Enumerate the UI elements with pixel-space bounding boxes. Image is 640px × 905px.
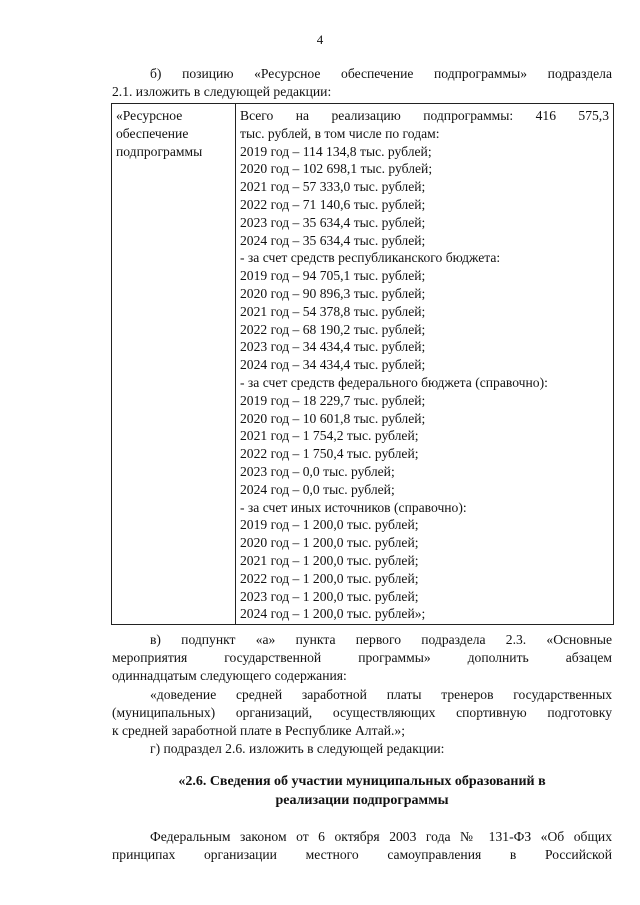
value-line: 2023 год – 0,0 тыс. рублей; [240,463,395,479]
table-row [112,104,614,625]
value-line: 2022 год – 1 750,4 тыс. рублей; [240,446,419,462]
label-line: подпрограммы [116,143,203,159]
intro-line-2: 2.1. изложить в следующей редакции: [112,84,332,99]
value-line: 2019 год – 94 705,1 тыс. рублей; [240,268,426,284]
label-line: обеспечение [116,125,189,141]
value-line: - за счет средств республиканского бюджета: [240,250,501,266]
value-line: 2022 год – 68 190,2 тыс. рублей; [240,321,426,337]
quote-line-2: (муниципальных) организаций, осуществляющих спортивную подготовку [112,705,612,720]
value-line: 2020 год – 1 200,0 тыс. рублей; [240,535,419,551]
section-heading-line-2: реализации подпрограммы [275,793,449,808]
value-line: 2021 год – 54 378,8 тыс. рублей; [240,303,426,319]
value-line: 2021 год – 57 333,0 тыс. рублей; [240,179,426,195]
item-v-line-2: мероприятия государственной программы» дополнить абзацем [112,650,612,665]
final-paragraph-line-2: принципах организации местного самоуправления в Российской [112,847,612,862]
intro-line-1: б) позицию «Ресурсное обеспечение подпрограммы» подраздела [150,66,612,81]
section-heading-line-1: «2.6. Сведения об участии муниципальных образований в [178,774,546,789]
item-g-line: г) подраздел 2.6. изложить в следующей редакции: [150,741,445,756]
value-line: Всего на реализацию подпрограммы: 416 575,3 [240,108,609,123]
value-line: 2021 год – 1 200,0 тыс. рублей; [240,552,419,568]
value-line: 2020 год – 90 896,3 тыс. рублей; [240,285,426,301]
value-line: - за счет иных источников (справочно): [240,499,467,515]
value-line: 2024 год – 0,0 тыс. рублей; [240,481,395,497]
label-line: «Ресурсное [116,108,183,123]
value-line: 2023 год – 35 634,4 тыс. рублей; [240,214,426,230]
value-line: 2024 год – 34 434,4 тыс. рублей; [240,357,426,373]
item-v-line-3: одиннадцатым следующего содержания: [112,668,347,683]
value-line: 2020 год – 102 698,1 тыс. рублей; [240,161,433,177]
final-paragraph-line-1: Федеральным законом от 6 октября 2003 года № 131-ФЗ «Об общих [150,829,612,844]
value-line: 2020 год – 10 601,8 тыс. рублей; [240,410,426,426]
value-line: 2023 год – 1 200,0 тыс. рублей; [240,588,419,604]
value-line: тыс. рублей, в том числе по годам: [240,125,440,141]
resource-label-cell [112,104,236,625]
value-line: - за счет средств федерального бюджета (справочно): [240,374,548,390]
value-line: 2019 год – 114 134,8 тыс. рублей; [240,143,432,159]
resource-table [111,103,614,625]
quote-line-1: «доведение средней заработной платы тренеров государственных [150,687,612,702]
value-line: 2024 год – 35 634,4 тыс. рублей; [240,232,426,248]
value-line: 2021 год – 1 754,2 тыс. рублей; [240,428,419,444]
quote-line-3: к средней заработной плате в Республике Алтай.»; [112,723,405,738]
item-v-line-1: в) подпункт «а» пункта первого подраздела 2.3. «Основные [150,632,612,647]
resource-value-cell [236,104,614,625]
value-line: 2019 год – 18 229,7 тыс. рублей; [240,392,426,408]
value-line: 2019 год – 1 200,0 тыс. рублей; [240,517,419,533]
value-line: 2023 год – 34 434,4 тыс. рублей; [240,339,426,355]
value-line: 2024 год – 1 200,0 тыс. рублей»; [240,606,426,622]
value-line: 2022 год – 1 200,0 тыс. рублей; [240,570,419,586]
page-number: 4 [316,32,324,47]
value-line: 2022 год – 71 140,6 тыс. рублей; [240,196,426,212]
